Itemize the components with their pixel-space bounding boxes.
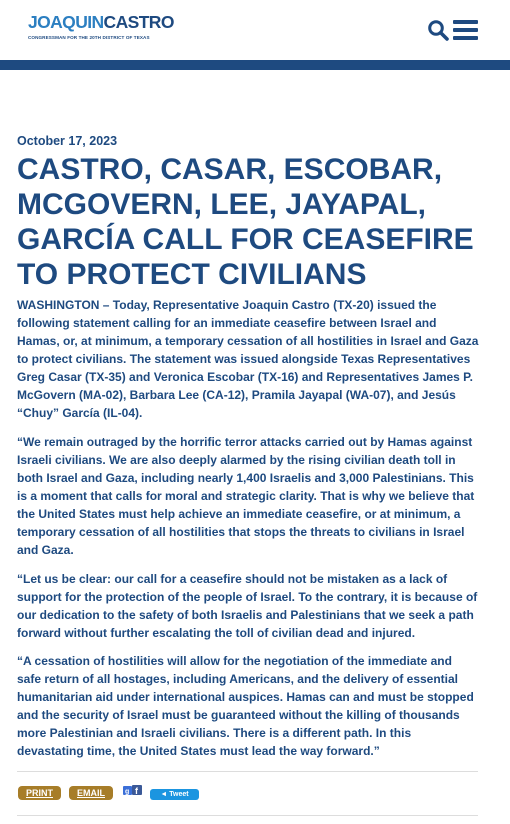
- article-paragraph-4: “A cessation of hostilities will allow for the negotiation of the immediate and safe return of all hostages, including Americans, and the delivery of essential humanitarian aid under international auspices. Hamas can and must be stopped and the security of Israel must be guaranteed without the killing of thousands more Palestinian and Israeli civilians. There is a different path. In this devastating time, the United States must lead the way forward.”: [17, 654, 474, 758]
- tweet-label: Tweet: [169, 791, 189, 798]
- article-title: CASTRO, CASAR, ESCOBAR, MCGOVERN, LEE, JAYAPAL, GARCÍA CALL FOR CEASEFIRE TO PROTECT CIVILIANS: [17, 153, 474, 291]
- site-header: [0, 0, 510, 60]
- logo-tagline: CONGRESSMAN FOR THE 20TH DISTRICT OF TEXAS: [28, 35, 150, 40]
- article-paragraph-2: “We remain outraged by the horrific terror attacks carried out by Hamas against Israeli civilians. We are also deeply alarmed by the rising civilian death toll in both Israel and Gaza, including nearly 1,400 Israelis and 3,000 Palestinians. This is a moment that calls for moral and strategic clarity. That is why we believe that the United States must help achieve an immediate ceasefire, or at minimum, a temporary cessation of all hostilities that stops the threats to civilians in Israel and Gaza.: [17, 435, 475, 557]
- header-divider-bar: [0, 60, 510, 70]
- site-logo[interactable]: [28, 12, 174, 47]
- logo-wordmark: [28, 13, 174, 31]
- svg-text:f: f: [135, 786, 138, 796]
- twitter-bird-icon: ◄: [160, 791, 168, 798]
- google-facebook-share-icon[interactable]: [123, 785, 142, 797]
- tweet-button[interactable]: [150, 789, 199, 800]
- article-date: October 17, 2023: [17, 134, 118, 148]
- search-icon[interactable]: [427, 19, 449, 41]
- email-button[interactable]: EMAIL: [69, 786, 113, 800]
- share-divider-bottom: [17, 815, 478, 816]
- print-button[interactable]: PRINT: [18, 786, 61, 800]
- svg-text:g: g: [125, 788, 130, 796]
- share-divider-top: [17, 771, 478, 772]
- article-paragraph-3: “Let us be clear: our call for a ceasefire should not be mistaken as a lack of support for the protection of the people of Israel. To the contrary, it is because of our dedication to the safety of both Israelis and Palestinians that we seek a path forward without further escalating the toll of civilian dead and injured.: [17, 572, 478, 640]
- article-paragraph-1: [17, 296, 479, 422]
- logo-first-name: JOAQUIN: [28, 12, 104, 32]
- paragraph-1-text: – Today, Representative Joaquin Castro (TX-20) issued the following statement calling for an immediate ceasefire between Israel and Hamas, or, at minimum, a temporary cessation of all hostilities in Israel and Gaza to protect civilians. The statement was issued alongside Texas Representatives Greg Casar (TX-35) and Veronica Escobar (TX-16) and Representatives James P. McGovern (MA-02), Barbara Lee (CA-12), Pramila Jayapal (WA-07), and Jesús “Chuy” García (IL-04).: [17, 298, 479, 420]
- hamburger-menu-icon[interactable]: [453, 20, 478, 40]
- article-dateline: WASHINGTON: [17, 298, 100, 312]
- logo-last-name: CASTRO: [103, 12, 174, 32]
